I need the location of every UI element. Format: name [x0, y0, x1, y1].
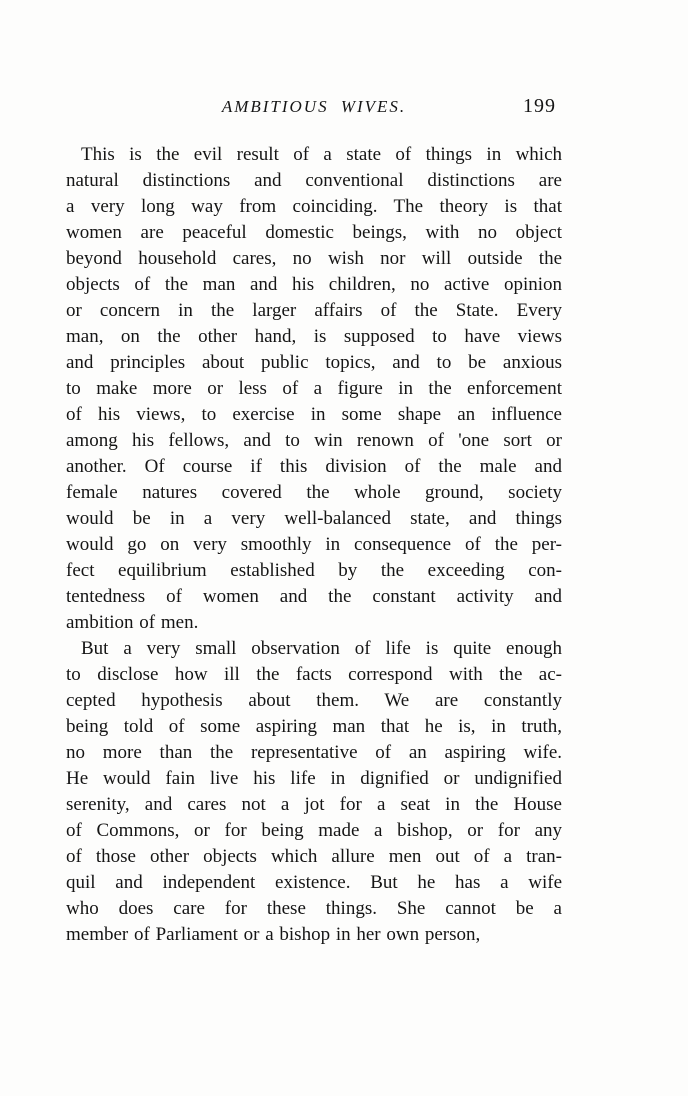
text-line: cepted hypothesis about them. We are constantly: [66, 690, 562, 711]
paragraph: [66, 142, 562, 636]
text-line: being told of some aspiring man that he is, in truth,: [66, 716, 562, 737]
text-line: no more than the representative of an aspiring wife.: [66, 742, 562, 763]
text-line: or concern in the larger affairs of the State. Every: [66, 300, 562, 321]
text-line: to make more or less of a figure in the enforcement: [66, 378, 562, 399]
text-line: to disclose how ill the facts correspond with the ac-: [66, 664, 562, 685]
text-line: member of Parliament or a bishop in her own person,: [66, 924, 481, 945]
text-line: of those other objects which allure men out of a tran-: [66, 846, 562, 867]
text-line: natural distinctions and conventional distinctions are: [66, 170, 562, 191]
text-line: of Commons, or for being made a bishop, or for any: [66, 820, 562, 841]
text-line: who does care for these things. She cannot be a: [66, 898, 562, 919]
text-line: female natures covered the whole ground, society: [66, 482, 562, 503]
text-line: and principles about public topics, and to be anxious: [66, 352, 562, 373]
text-line: serenity, and cares not a jot for a seat in the House: [66, 794, 562, 815]
text-line: of his views, to exercise in some shape an influence: [66, 404, 562, 425]
text-line: a very long way from coinciding. The theory is that: [66, 196, 562, 217]
paragraph: [66, 636, 562, 948]
text-line: objects of the man and his children, no active opinion: [66, 274, 562, 295]
text-line: among his fellows, and to win renown of 'one sort or: [66, 430, 562, 451]
page-number: 199: [523, 95, 556, 117]
text-line: would be in a very well-balanced state, and things: [66, 508, 562, 529]
running-title: AMBITIOUS WIVES.: [221, 97, 407, 116]
text-line: women are peaceful domestic beings, with no object: [66, 222, 562, 243]
text-block: [66, 97, 562, 948]
text-line: beyond household cares, no wish nor will outside the: [66, 248, 562, 269]
text-line: ambition of men.: [66, 612, 199, 633]
text-line: would go on very smoothly in consequence of the per-: [66, 534, 562, 555]
text-line: fect equilibrium established by the exceeding con-: [66, 560, 562, 581]
text-line: quil and independent existence. But he has a wife: [66, 872, 562, 893]
text-line: man, on the other hand, is supposed to have views: [66, 326, 562, 347]
text-line: tentedness of women and the constant activity and: [66, 586, 562, 607]
text-line: another. Of course if this division of the male and: [66, 456, 562, 477]
text-line: This is the evil result of a state of things in which: [81, 144, 562, 165]
page-header: [66, 97, 562, 121]
text-line: He would fain live his life in dignified or undignified: [66, 768, 562, 789]
page-body: [66, 142, 562, 948]
text-line: But a very small observation of life is quite enough: [81, 638, 562, 659]
